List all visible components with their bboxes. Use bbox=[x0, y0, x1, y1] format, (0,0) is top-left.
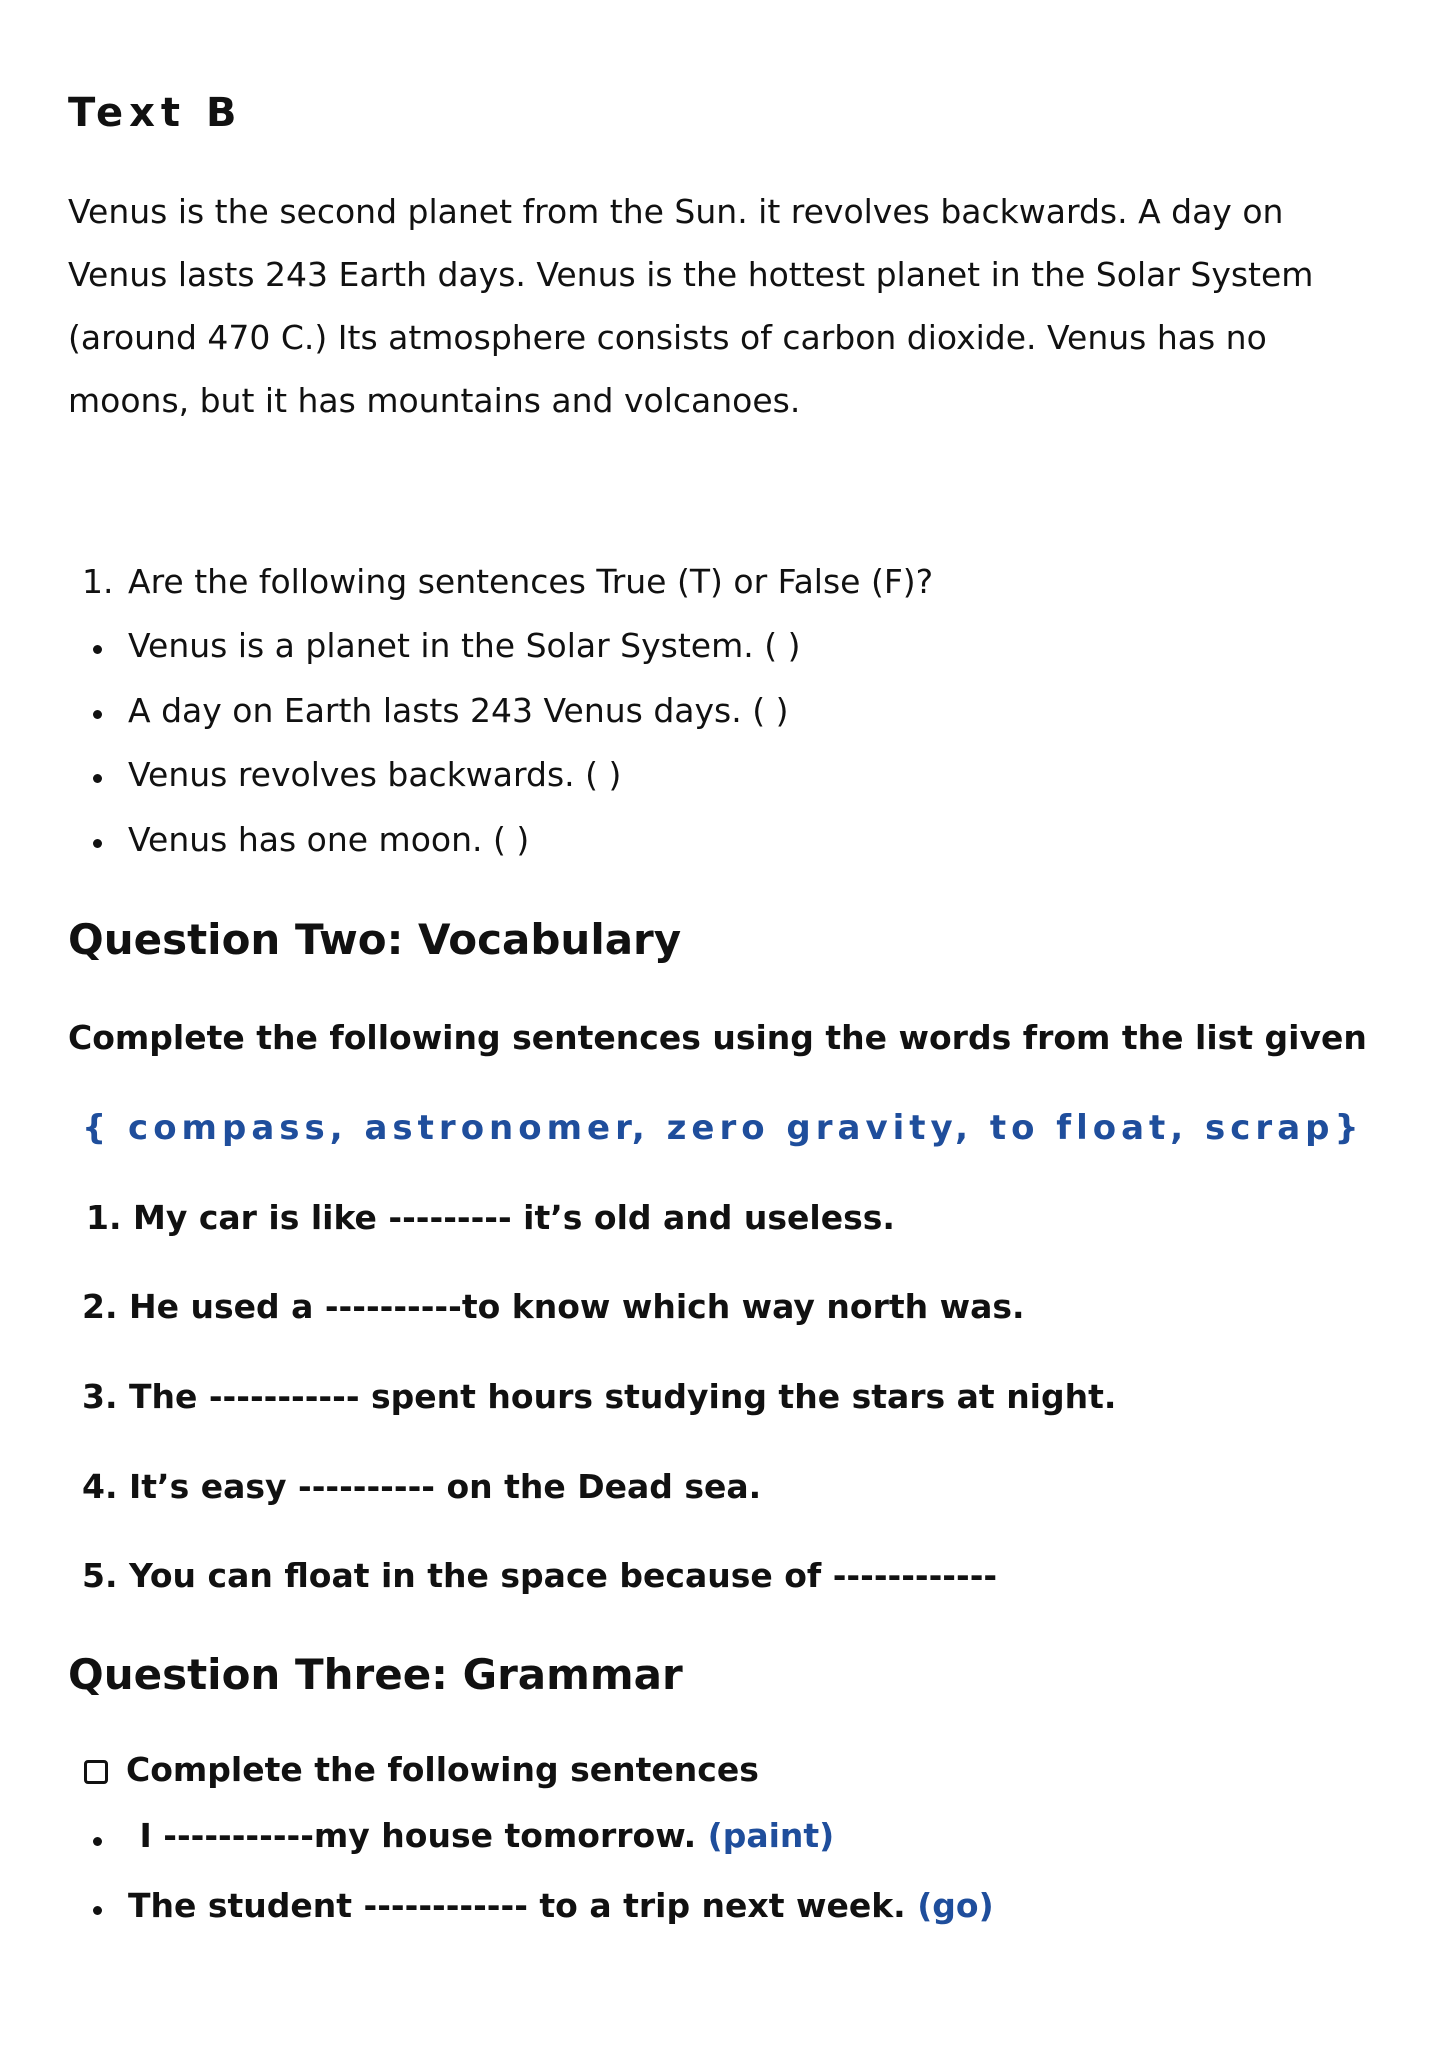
grammar-item-1-hint: (paint) bbox=[707, 1816, 835, 1855]
question-three-title: Question Three: Grammar bbox=[68, 1650, 683, 1699]
grammar-item-1 bbox=[128, 1816, 834, 1855]
vocab-item-1: 1. My car is like --------- it’s old and useless. bbox=[86, 1198, 895, 1237]
vocabulary-word-list: { compass, astronomer, zero gravity, to float, scrap} bbox=[82, 1108, 1364, 1148]
bullet-dot bbox=[93, 645, 102, 654]
bullet-dot bbox=[93, 839, 102, 848]
bullet-dot bbox=[93, 1837, 102, 1846]
question-one-prompt: Are the following sentences True (T) or False (F)? bbox=[128, 562, 934, 601]
question-one-number: 1. bbox=[82, 562, 114, 601]
bullet-dot bbox=[93, 774, 102, 783]
vocab-item-5: 5. You can float in the space because of ------------ bbox=[82, 1556, 998, 1595]
vocab-item-2: 2. He used a ----------to know which way north was. bbox=[82, 1287, 1025, 1326]
tf-item-1: Venus is a planet in the Solar System. ( ) bbox=[128, 626, 801, 665]
vocab-item-4: 4. It’s easy ---------- on the Dead sea. bbox=[82, 1467, 762, 1506]
tf-item-2: A day on Earth lasts 243 Venus days. ( ) bbox=[128, 691, 789, 730]
question-two-instruction: Complete the following sentences using the words from the list given bbox=[68, 1018, 1367, 1057]
grammar-item-2 bbox=[128, 1886, 994, 1925]
reading-passage: Venus is the second planet from the Sun. it revolves backwards. A day on Venus lasts 243 Earth days. Venus is the hottest planet in the Solar System (around 470 C.) Its atmosphere consists of carbon dioxide. Venus has no moons, but it has mountains and volcanoes. bbox=[68, 192, 1314, 420]
question-two-title: Question Two: Vocabulary bbox=[68, 915, 682, 964]
grammar-item-1-text: I -----------my house tomorrow. bbox=[128, 1816, 708, 1855]
tf-item-4: Venus has one moon. ( ) bbox=[128, 820, 530, 859]
text-b-heading: Text B bbox=[68, 90, 243, 136]
question-three-instruction: Complete the following sentences bbox=[126, 1750, 759, 1789]
bullet-dot bbox=[93, 1906, 102, 1915]
vocab-item-3: 3. The ----------- spent hours studying the stars at night. bbox=[82, 1377, 1117, 1416]
grammar-item-2-hint: (go) bbox=[917, 1886, 994, 1925]
checkbox-icon bbox=[84, 1760, 108, 1784]
grammar-item-2-text: The student ------------ to a trip next week. bbox=[128, 1886, 918, 1925]
tf-item-3: Venus revolves backwards. ( ) bbox=[128, 755, 622, 794]
bullet-dot bbox=[93, 710, 102, 719]
